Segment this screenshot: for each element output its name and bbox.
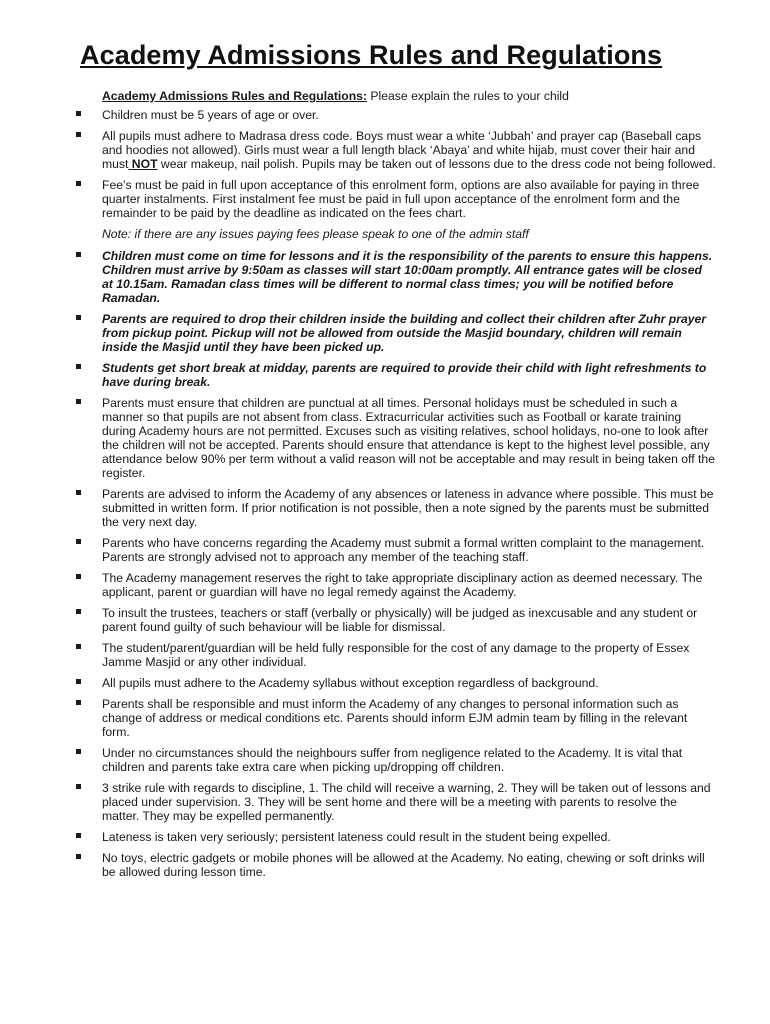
rule-text: Fee’s must be paid in full upon acceptance of this enrolment form, options are also available for paying in three quarter instalments. First instalment fee must be paid in full upon acceptance of the enrolment form and the remainder to be paid by the deadline as indicated on the fees chart. bbox=[102, 178, 700, 220]
rule-drop-collect bbox=[76, 312, 716, 354]
rule-text: Parents shall be responsible and must inform the Academy of any changes to personal information such as change of address or medical conditions etc. Parents should inform EJM admin team by filling in the relevant form. bbox=[102, 697, 688, 739]
bullet-icon bbox=[76, 364, 81, 369]
bullet-icon bbox=[76, 132, 81, 137]
bullet-icon bbox=[76, 700, 81, 705]
bullet-icon bbox=[76, 181, 81, 186]
rule-text: Parents are advised to inform the Academy of any absences or lateness in advance where possible. This must be submitted in written form. If prior notification is not possible, then a note signed by the parents must be submitted the very next day. bbox=[102, 487, 714, 529]
rule-disciplinary bbox=[76, 571, 716, 599]
rule-text: Parents must ensure that children are punctual at all times. Personal holidays must be scheduled in such a manner so that pupils are not absent from class. Extracurricular activities such as Football or karate training during Academy hours are not permitted. Excuses such as visiting relatives, school holidays, no-one to look after the children will not be accepted. Parents should ensure that attendance is kept to the highest level possible, any attendance below 90% per term without a valid reason will not be acceptable and may result in being taken off the register. bbox=[102, 396, 715, 480]
rule-text: Under no circumstances should the neighbours suffer from negligence related to the Academy. It is vital that children and parents take extra care when picking up/dropping off children. bbox=[102, 746, 683, 774]
fees-note: Note: if there are any issues paying fees please speak to one of the admin staff bbox=[102, 227, 529, 241]
rule-text: Lateness is taken very seriously; persistent lateness could result in the student being expelled. bbox=[102, 830, 611, 844]
bullet-icon bbox=[76, 490, 81, 495]
rule-complaints bbox=[76, 536, 716, 564]
rule-text: The Academy management reserves the right to take appropriate disciplinary action as deemed necessary. The applicant, parent or guardian will have no legal remedy against the Academy. bbox=[102, 571, 703, 599]
rule-text: To insult the trustees, teachers or staff (verbally or physically) will be judged as inexcusable and any student or parent found guilty of such behaviour will be liable for dismissal. bbox=[102, 606, 698, 634]
rule-lateness bbox=[76, 830, 716, 844]
rule-text: All pupils must adhere to Madrasa dress code. Boys must wear a white ‘Jubbah’ and prayer cap (Baseball caps and hoodies not allowed). Girls must wear a full length black ‘Abaya’ and white hijab, must cover their hair and must bbox=[102, 129, 702, 171]
bullet-icon bbox=[76, 784, 81, 789]
rule-text: No toys, electric gadgets or mobile phones will be allowed at the Academy. No eating, chewing or soft drinks will be allowed during lesson time. bbox=[102, 851, 705, 879]
rule-attendance bbox=[76, 396, 716, 480]
bullet-icon bbox=[76, 252, 81, 257]
bullet-icon bbox=[76, 644, 81, 649]
rule-three-strike bbox=[76, 781, 716, 823]
rule-text-tail: wear makeup, nail polish. Pupils may be taken out of lessons due to the dress code not being followed. bbox=[157, 157, 716, 171]
rule-syllabus bbox=[76, 676, 716, 690]
bullet-icon bbox=[76, 399, 81, 404]
intro-line bbox=[102, 89, 569, 103]
bullet-icon bbox=[76, 854, 81, 859]
bullet-icon bbox=[76, 749, 81, 754]
bullet-icon bbox=[76, 315, 81, 320]
rule-age bbox=[76, 108, 716, 122]
bullet-icon bbox=[76, 679, 81, 684]
rule-fees bbox=[76, 178, 716, 220]
rule-punctual-arrival bbox=[76, 249, 716, 305]
rule-text: Children must come on time for lessons and it is the responsibility of the parents to ensure this happens. Children must arrive by 9:50am as classes will start 10:00am promptly. All entrance gates will be closed at 10.15am. Ramadan class times will be different to normal class times; you will be notified before Ramadan. bbox=[102, 249, 713, 305]
rule-damage bbox=[76, 641, 716, 669]
rule-personal-info bbox=[76, 697, 716, 739]
rule-text: The student/parent/guardian will be held fully responsible for the cost of any damage to the property of Essex Jamme Masjid or any other individual. bbox=[102, 641, 690, 669]
rules-list bbox=[76, 108, 716, 886]
bullet-icon bbox=[76, 539, 81, 544]
intro-lead: Academy Admissions Rules and Regulations: bbox=[102, 89, 368, 103]
bullet-icon bbox=[76, 609, 81, 614]
rule-text: Children must be 5 years of age or over. bbox=[102, 108, 319, 122]
rule-dress-code bbox=[76, 129, 716, 171]
bullet-icon bbox=[76, 833, 81, 838]
bullet-icon bbox=[76, 574, 81, 579]
rule-break bbox=[76, 361, 716, 389]
rule-text: Students get short break at midday, parents are required to provide their child with light refreshments to have during break. bbox=[102, 361, 707, 389]
rule-text: All pupils must adhere to the Academy syllabus without exception regardless of background. bbox=[102, 676, 599, 690]
emphasis-not: NOT bbox=[128, 157, 158, 171]
rule-text: Parents are required to drop their children inside the building and collect their children after Zuhr prayer from pickup point. Pickup will not be allowed from outside the Masjid boundary, children will remain inside the Masjid until they have been picked up. bbox=[102, 312, 707, 354]
rule-no-toys bbox=[76, 851, 716, 879]
intro-text: Please explain the rules to your child bbox=[367, 89, 569, 103]
page-title: Academy Admissions Rules and Regulations bbox=[80, 40, 663, 70]
rule-insult bbox=[76, 606, 716, 634]
rule-neighbours bbox=[76, 746, 716, 774]
rule-text: 3 strike rule with regards to discipline, 1. The child will receive a warning, 2. They will be taken out of lessons and placed under supervision. 3. They will be sent home and there will be a meeting with parents to resolve the matter. They may be expelled permanently. bbox=[102, 781, 711, 823]
rule-text: Parents who have concerns regarding the Academy must submit a formal written complaint to the management. Parents are strongly advised not to approach any member of the teaching staff. bbox=[102, 536, 705, 564]
bullet-icon bbox=[76, 111, 81, 116]
rule-absences bbox=[76, 487, 716, 529]
